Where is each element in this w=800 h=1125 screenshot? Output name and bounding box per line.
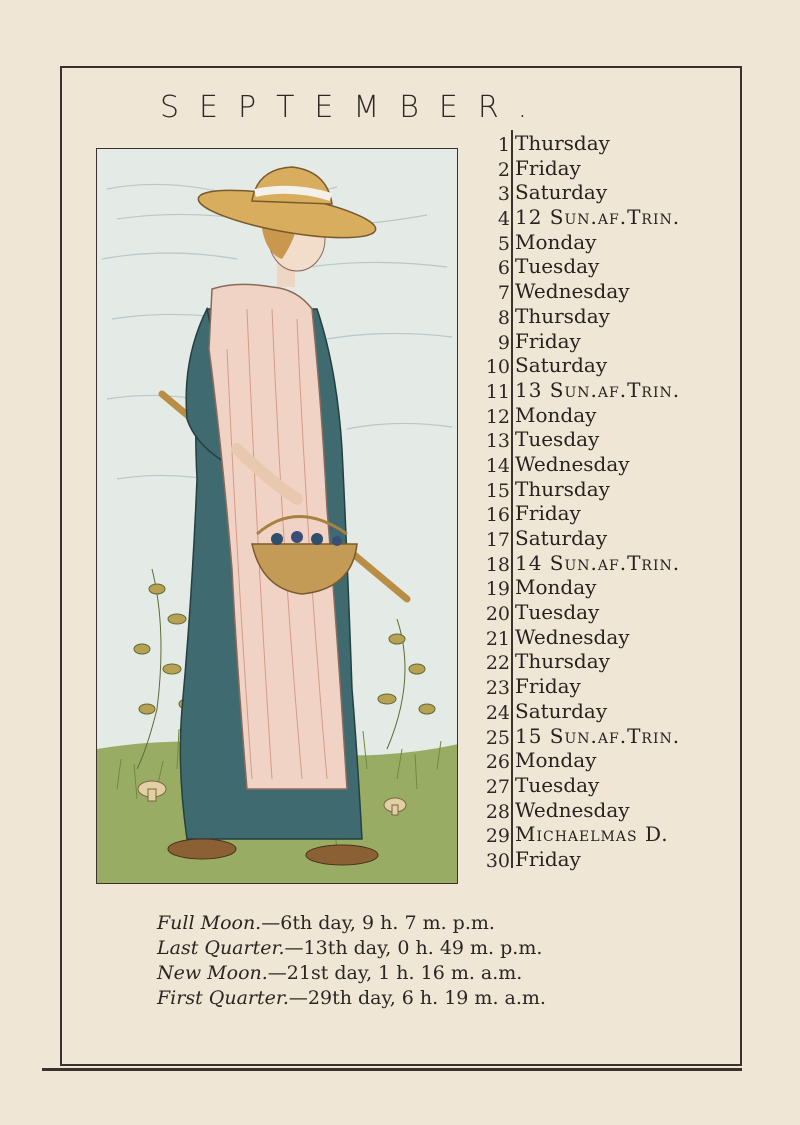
- day-row: [470, 624, 730, 649]
- day-name: Friday: [515, 155, 581, 180]
- day-name: 13 Sun.af.Trin.: [515, 377, 681, 402]
- day-row: [470, 253, 730, 278]
- day-row: [470, 426, 730, 451]
- day-number: 8: [497, 306, 510, 329]
- day-name: Monday: [515, 748, 597, 773]
- day-row: [470, 772, 730, 797]
- day-number: 3: [497, 183, 510, 206]
- day-name: Thursday: [515, 303, 610, 328]
- day-name: Tuesday: [515, 254, 600, 279]
- day-row: [470, 451, 730, 476]
- moon-phase-line: [157, 987, 546, 1012]
- day-name: Wednesday: [515, 624, 630, 649]
- moon-phase-detail: —6th day, 9 h. 7 m. p.m.: [261, 912, 495, 934]
- day-number: 2: [497, 158, 510, 181]
- month-title: SEPTEMBER.: [160, 90, 548, 125]
- day-row: [470, 204, 730, 229]
- day-row: [470, 130, 730, 155]
- day-number: 11: [485, 380, 510, 403]
- day-number: 6: [497, 257, 510, 280]
- day-row: [470, 747, 730, 772]
- day-number: 16: [485, 504, 510, 527]
- day-row: [470, 155, 730, 180]
- day-row: [470, 599, 730, 624]
- moon-phase-label: First Quarter.: [157, 987, 289, 1009]
- moon-phase-label: Full Moon.: [157, 912, 262, 934]
- day-row: [470, 698, 730, 723]
- shoe-right: [306, 845, 378, 865]
- day-row: [470, 352, 730, 377]
- day-number: 23: [485, 677, 510, 700]
- shoe-left: [168, 839, 236, 859]
- day-number: 29: [485, 825, 510, 848]
- day-row: [470, 476, 730, 501]
- day-row: [470, 377, 730, 402]
- day-number: 19: [485, 578, 510, 601]
- day-number: 14: [485, 454, 510, 477]
- day-list: [470, 130, 730, 871]
- moon-phase-label: Last Quarter.: [157, 937, 285, 959]
- day-number: 30: [485, 849, 510, 872]
- day-name: Thursday: [515, 476, 610, 501]
- day-number: 1: [497, 134, 510, 156]
- day-name: Friday: [515, 846, 581, 871]
- day-row: [470, 328, 730, 353]
- day-row: [470, 525, 730, 550]
- day-number: 24: [485, 701, 510, 724]
- moon-phase-line: [157, 937, 546, 962]
- day-row: [470, 402, 730, 427]
- girl-illustration: [96, 148, 458, 884]
- day-number: 5: [497, 232, 510, 255]
- day-name: Saturday: [515, 353, 608, 378]
- day-number: 21: [485, 627, 510, 650]
- day-number: 25: [485, 726, 510, 749]
- day-number: 13: [485, 430, 510, 453]
- day-name: Michaelmas D.: [515, 822, 669, 847]
- day-row: [470, 723, 730, 748]
- day-name: Tuesday: [515, 772, 600, 797]
- day-row: [470, 648, 730, 673]
- day-name: Saturday: [515, 526, 608, 550]
- day-row: [470, 229, 730, 254]
- day-row: [470, 303, 730, 328]
- day-row: [470, 500, 730, 525]
- day-number: 28: [485, 800, 510, 823]
- day-name: 12 Sun.af.Trin.: [515, 205, 681, 230]
- day-number: 7: [497, 282, 510, 305]
- moon-phase-line: [157, 912, 546, 937]
- day-number: 12: [485, 405, 510, 428]
- day-row: [470, 673, 730, 698]
- illustration-svg: [97, 149, 458, 884]
- day-name: Friday: [515, 328, 581, 353]
- day-row: [470, 846, 730, 871]
- moon-phases: [157, 912, 546, 1012]
- day-name: Tuesday: [515, 427, 600, 452]
- day-number: 17: [485, 529, 510, 551]
- day-name: 15 Sun.af.Trin.: [515, 723, 681, 748]
- day-name: Wednesday: [515, 279, 630, 304]
- day-name: Thursday: [515, 649, 610, 674]
- day-number: 27: [485, 775, 510, 798]
- day-name: Wednesday: [515, 451, 630, 476]
- day-row: [470, 278, 730, 303]
- day-name: Friday: [515, 674, 581, 699]
- day-row: [470, 574, 730, 599]
- day-number: 22: [485, 652, 510, 675]
- moon-phase-detail: —13th day, 0 h. 49 m. p.m.: [284, 937, 543, 959]
- moon-phase-detail: —29th day, 6 h. 19 m. a.m.: [288, 987, 546, 1009]
- day-number: 15: [485, 479, 510, 502]
- day-name: Monday: [515, 575, 597, 600]
- day-row: [470, 550, 730, 575]
- day-name: Wednesday: [515, 797, 630, 822]
- moon-phase-label: New Moon.: [157, 962, 268, 984]
- day-number: 18: [485, 553, 510, 576]
- day-row: [470, 179, 730, 204]
- day-number: 9: [497, 331, 510, 354]
- day-name: Monday: [515, 229, 597, 254]
- day-number: 4: [497, 208, 510, 231]
- day-number: 20: [485, 603, 510, 626]
- day-name: Friday: [515, 501, 581, 526]
- day-name: Tuesday: [515, 600, 600, 625]
- bottom-rule: [42, 1068, 742, 1071]
- day-name: Thursday: [515, 131, 610, 155]
- moon-phase-line: [157, 962, 546, 987]
- day-name: Saturday: [515, 698, 608, 723]
- day-row: [470, 821, 730, 846]
- day-name: Saturday: [515, 180, 608, 205]
- moon-phase-detail: —21st day, 1 h. 16 m. a.m.: [267, 962, 523, 984]
- day-name: 14 Sun.af.Trin.: [515, 550, 681, 575]
- day-number: 26: [485, 751, 510, 774]
- day-number: 10: [485, 356, 510, 379]
- day-row: [470, 797, 730, 822]
- day-name: Monday: [515, 402, 597, 427]
